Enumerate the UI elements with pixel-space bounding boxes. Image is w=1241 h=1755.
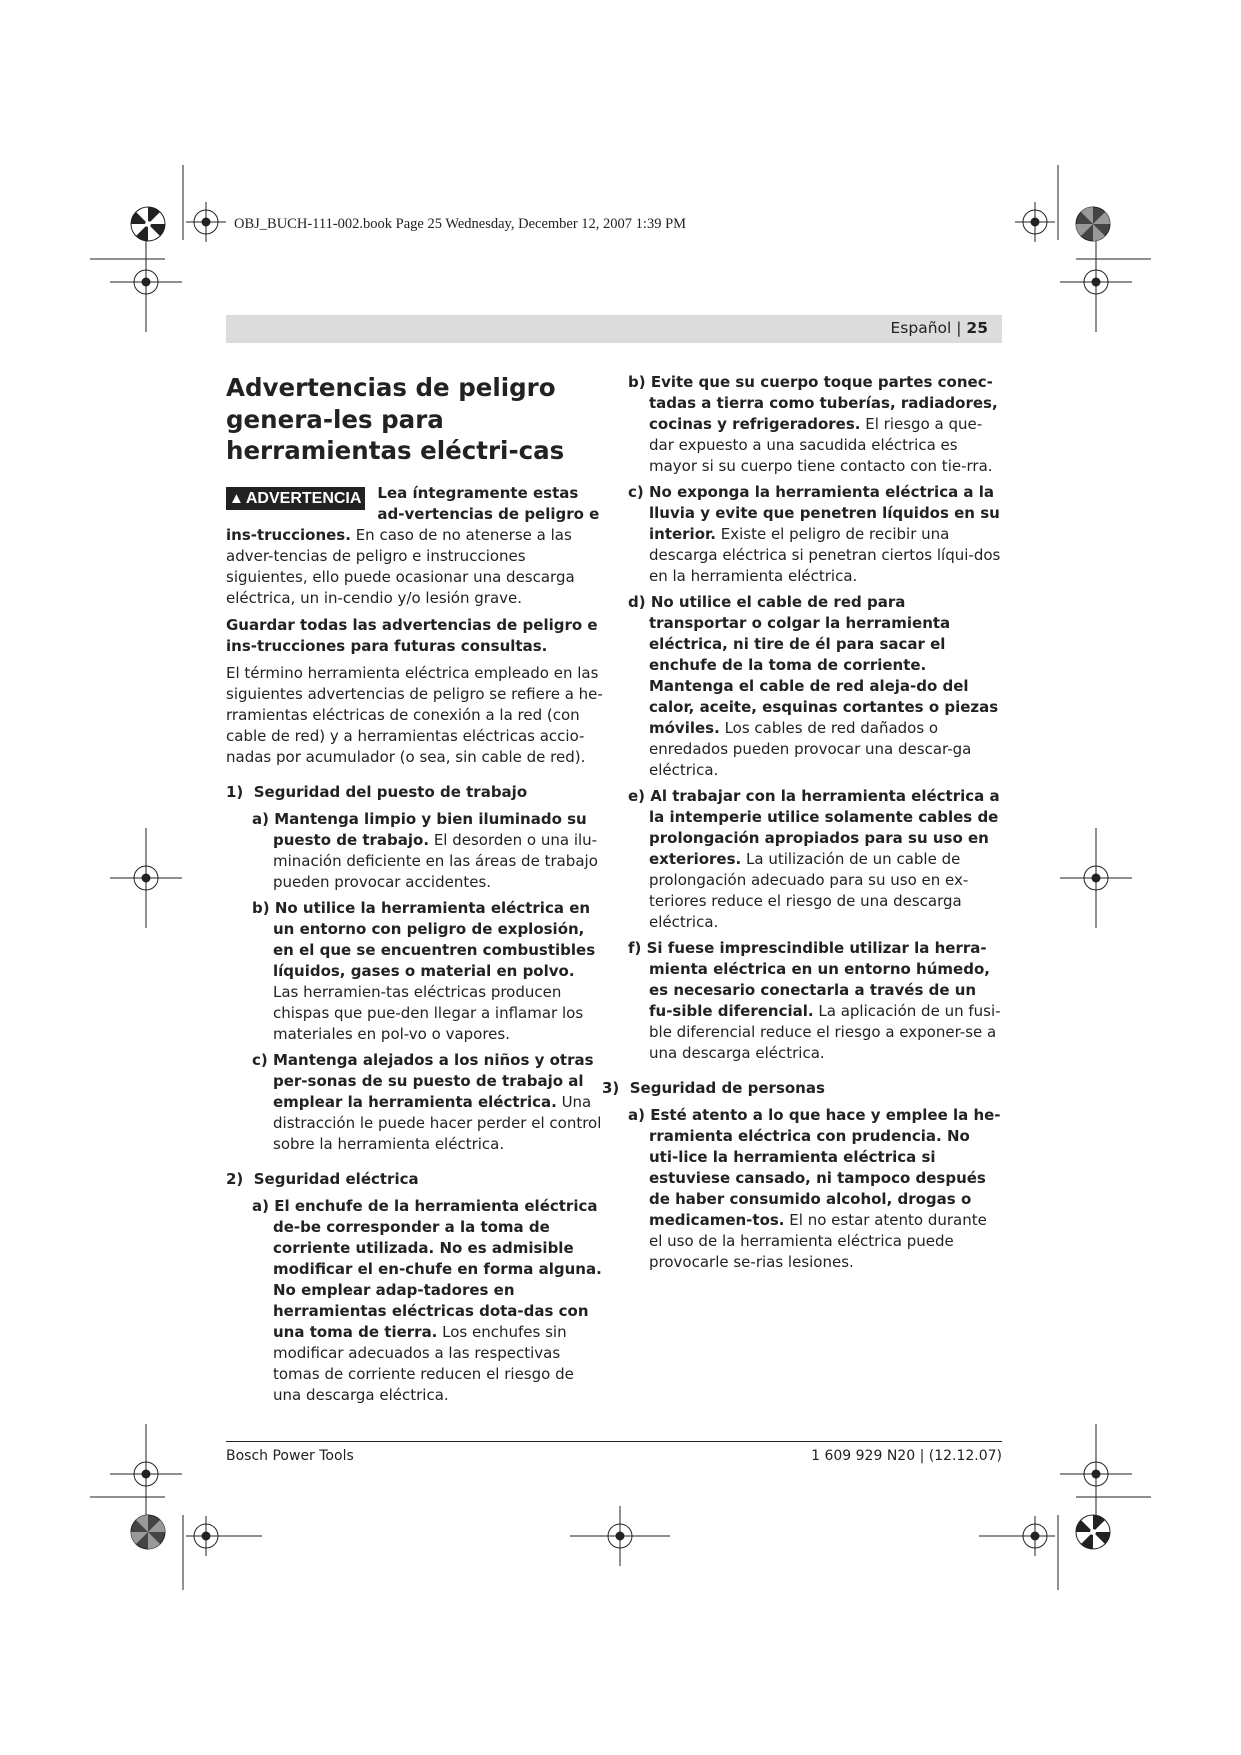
list-item: b) No utilice la herramienta eléctrica en un entorno con peligro de explosión, en el que se encuentren combustibles líquidos, gases o material en polvo. Las herramien-tas eléctricas producen chispas que pue-den llegar a inflamar los materiales en pol-vo o vapores. — [252, 898, 596, 1043]
right-column — [602, 372, 1002, 1278]
list-item: b) Evite que su cuerpo toque partes conec-tadas a tierra como tuberías, radiadores, cocinas y refrigeradores. El riesgo a que-dar expuesto a una sacudida eléctrica es mayor si su cuerpo tiene contacto con tie-rra. — [628, 373, 998, 475]
page-title: Advertencias de peligro genera-les para herramientas eléctri-cas — [226, 373, 565, 465]
section-number: 3) — [602, 1079, 620, 1097]
left-column — [226, 372, 604, 1411]
section-title: Seguridad del puesto de trabajo — [253, 782, 528, 801]
keep-notice-text: Guardar todas las advertencias de peligro e ins-trucciones para futuras consultas. — [226, 615, 598, 655]
header-separator: | — [956, 319, 962, 337]
list-item: a) Esté atento a lo que hace y emplee la he-rramienta eléctrica con prudencia. No uti-lice la herramienta eléctrica si estuviese cansado, ni tampoco después de haber consumido alcohol, drogas o medicamen-tos. El no estar atento durante el uso de la herramienta eléctrica puede provocarle se-rias lesiones. — [628, 1106, 1001, 1271]
page-number: 25 — [966, 319, 988, 337]
footer-rule — [226, 1441, 1002, 1442]
keep-notice — [226, 615, 604, 657]
warning-bold: Lea íntegramente estas ad-vertencias de peligro e ins-trucciones. — [226, 483, 600, 544]
list-item: e) Al trabajar con la herramienta eléctrica a la intemperie utilice solamente cables de prolongación apropiados para su uso en exteriores. La utilización de un cable de prolongación adecuado para su uso en ex-teriores reduce el riesgo de una descarga eléctrica. — [628, 787, 1000, 931]
footer-document-code: 1 609 929 N20 | (12.12.07) — [811, 1448, 1002, 1464]
list-item: c) No exponga la herramienta eléctrica a la lluvia y evite que penetren líquidos en su interior. Existe el peligro de recibir una descarga eléctrica si penetran ciertos líqui-dos en la herramienta eléctrica. — [628, 483, 1001, 585]
book-info-line: OBJ_BUCH-111-002.book Page 25 Wednesday, December 12, 2007 1:39 PM — [234, 216, 687, 232]
list-item: a) El enchufe de la herramienta eléctrica de-be corresponder a la toma de corriente utilizada. No es admisible modificar el en-chufe en forma alguna. No emplear adap-tadores en herramientas eléctricas dota-das con una toma de tierra. Los enchufes sin modificar adecuados a las respectivas tomas de corriente reducen el riesgo de una descarga eléctrica. — [252, 1196, 602, 1404]
list-item: d) No utilice el cable de red para transportar o colgar la herramienta eléctrica, ni tire de él para sacar el enchufe de la toma de corriente. Mantenga el cable de red aleja-do del calor, aceite, esquinas cortantes o piezas móviles. Los cables de red dañados o enredados pueden provocar una descar-ga eléctrica. — [628, 593, 999, 779]
warning-paragraph — [226, 483, 604, 609]
header-language: Español — [890, 319, 952, 337]
definition-paragraph: El término herramienta eléctrica empleado en las siguientes advertencias de peligro se refiere a he-rramientas eléctricas de conexión a la red (con cable de red) y a herramientas eléctricas accio-nadas por acumulador (o sea, sin cable de red). — [226, 663, 603, 766]
section-title: Seguridad eléctrica — [253, 1169, 419, 1188]
warning-badge-label: ADVERTENCIA — [245, 489, 362, 507]
page-header-bar — [226, 315, 1002, 343]
section-number: 1) — [226, 782, 244, 801]
page-header — [890, 319, 988, 337]
section-number: 2) — [226, 1169, 244, 1188]
warning-badge — [226, 487, 365, 510]
section-title: Seguridad de personas — [629, 1079, 825, 1097]
warning-triangle-icon: ▲ — [229, 489, 244, 507]
footer-brand: Bosch Power Tools — [226, 1448, 354, 1464]
section-1-heading — [226, 782, 604, 803]
list-item: a) Mantenga limpio y bien iluminado su puesto de trabajo. El desorden o una ilu-minación deficiente en las áreas de trabajo pueden provocar accidentes. — [252, 809, 598, 891]
warning-text: En caso de no atenerse a las adver-tencias de peligro e instrucciones siguientes, ello puede ocasionar una descarga eléctrica, un in-cendio y/o lesión grave. — [226, 525, 575, 607]
list-item: f) Si fuese imprescindible utilizar la herra-mienta eléctrica en un entorno húmedo, es necesario conectarla a través de un fu-sible diferencial. La aplicación de un fusi-ble diferencial reduce el riesgo a exponer-se a una descarga eléctrica. — [628, 939, 1001, 1062]
list-item: c) Mantenga alejados a los niños y otras per-sonas de su puesto de trabajo al emplear la herramienta eléctrica. Una distracción le puede hacer perder el control sobre la herramienta eléctrica. — [252, 1050, 602, 1153]
section-3-heading — [602, 1078, 976, 1099]
section-2-heading — [226, 1169, 604, 1190]
